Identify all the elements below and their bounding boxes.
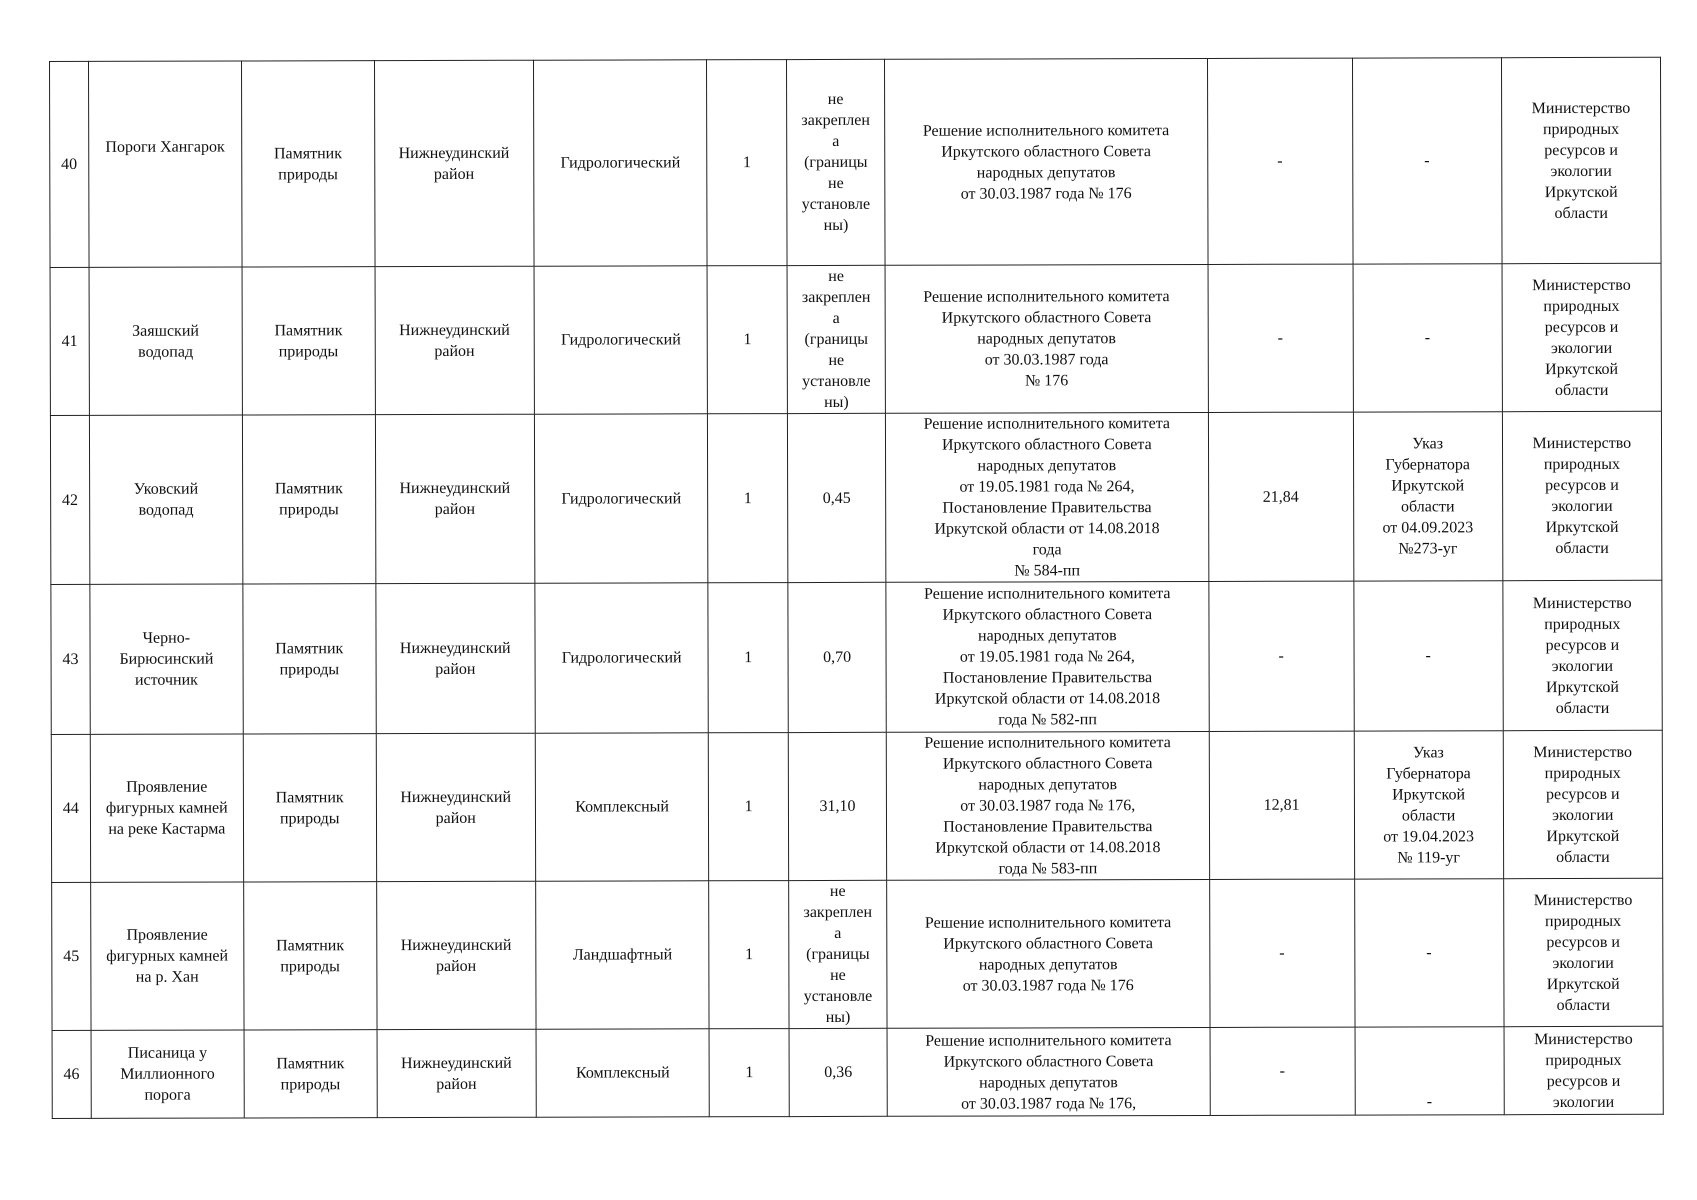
- site-category: Памятник природы: [244, 1030, 377, 1118]
- site-significance: 1: [707, 266, 787, 414]
- row-number: 45: [52, 882, 91, 1030]
- zone-reference: -: [1355, 1027, 1504, 1115]
- responsible-organization: Министерство природных ресурсов и экологии: [1504, 1026, 1664, 1114]
- responsible-organization: Министерство природных ресурсов и экологии Иркутской области: [1502, 411, 1662, 580]
- table-row: [50, 263, 1661, 415]
- site-name: Писаница у Миллионного порога: [91, 1030, 244, 1118]
- legal-document: Решение исполнительного комитета Иркутского областного Совета народных депутатов от 30.03.1987 года № 176: [887, 879, 1210, 1028]
- site-name: Черно- Бирюсинский источник: [90, 584, 244, 734]
- site-category: Памятник природы: [242, 415, 375, 584]
- site-area: не закреплен а (границы не установле ны): [789, 880, 887, 1028]
- protected-areas-table: [49, 57, 1664, 1119]
- protected-zone-area: -: [1208, 581, 1353, 731]
- responsible-organization: Министерство природных ресурсов и экологии Иркутской области: [1501, 57, 1661, 263]
- site-name: Заяшский водопад: [89, 267, 243, 415]
- site-area: не закреплен а (границы не установле ны): [787, 265, 885, 413]
- site-category: Памятник природы: [244, 882, 377, 1030]
- zone-reference: -: [1354, 879, 1503, 1027]
- responsible-organization: Министерство природных ресурсов и экологии Иркутской области: [1503, 580, 1663, 730]
- table-row: [51, 580, 1662, 734]
- site-district: Нижнеудинский район: [374, 60, 534, 266]
- site-district: Нижнеудинский район: [375, 583, 535, 733]
- site-name: Проявление фигурных камней на реке Кастарма: [90, 734, 244, 882]
- row-number: 41: [50, 267, 89, 415]
- site-district: Нижнеудинский район: [376, 881, 536, 1029]
- site-name: Пороги Хангарок: [88, 61, 242, 267]
- row-number: 42: [50, 415, 89, 584]
- protected-zone-area: 12,81: [1209, 731, 1354, 879]
- site-name: Проявление фигурных камней на р. Хан: [90, 882, 244, 1030]
- site-profile: Гидрологический: [533, 60, 707, 266]
- zone-reference: -: [1353, 264, 1502, 412]
- legal-document: Решение исполнительного комитета Иркутского областного Совета народных депутатов от 30.03.1987 года № 176, Постановление Правительства Иркутской области от 14.08.2018 года № 583-пп: [886, 731, 1209, 880]
- legal-document: Решение исполнительного комитета Иркутского областного Совета народных депутатов от 30.03.1987 года № 176: [885, 264, 1208, 413]
- site-significance: 1: [707, 60, 787, 266]
- site-significance: 1: [709, 881, 789, 1029]
- zone-reference: -: [1353, 581, 1502, 731]
- protected-zone-area: -: [1208, 264, 1353, 412]
- zone-reference: Указ Губернатора Иркутской области от 04.09.2023 №273-уг: [1353, 412, 1502, 581]
- site-district: Нижнеудинский район: [375, 414, 535, 583]
- site-profile: Комплексный: [536, 1029, 710, 1117]
- zone-reference: -: [1352, 58, 1502, 264]
- site-district: Нижнеудинский район: [376, 733, 536, 881]
- site-area: не закреплен а (границы не установле ны): [787, 59, 886, 265]
- row-number: 46: [52, 1030, 91, 1118]
- site-profile: Гидрологический: [534, 266, 708, 414]
- site-district: Нижнеудинский район: [377, 1029, 536, 1117]
- table-row: [52, 1026, 1663, 1118]
- site-profile: Комплексный: [535, 733, 709, 881]
- row-number: 44: [51, 734, 90, 882]
- site-area: 31,10: [788, 732, 886, 880]
- site-category: Памятник природы: [241, 61, 374, 267]
- site-name: Уковский водопад: [89, 415, 243, 584]
- table-row: [50, 411, 1661, 584]
- legal-document: Решение исполнительного комитета Иркутского областного Совета народных депутатов от 19.05.1981 года № 264, Постановление Правительства Иркутской области от 14.08.2018 года № 582-пп: [886, 581, 1209, 732]
- site-area: 0,45: [787, 413, 885, 582]
- table-row: [51, 730, 1662, 882]
- table-row: [52, 878, 1663, 1030]
- site-significance: 1: [709, 733, 789, 881]
- protected-zone-area: -: [1209, 879, 1354, 1027]
- site-category: Памятник природы: [242, 267, 375, 415]
- row-number: 40: [50, 61, 89, 267]
- site-profile: Ландшафтный: [536, 881, 710, 1029]
- responsible-organization: Министерство природных ресурсов и экологии Иркутской области: [1503, 730, 1663, 878]
- site-profile: Гидрологический: [535, 583, 709, 733]
- protected-zone-area: 21,84: [1208, 412, 1353, 581]
- zone-reference: Указ Губернатора Иркутской области от 19.04.2023 № 119-уг: [1354, 731, 1503, 879]
- site-profile: Гидрологический: [534, 414, 708, 583]
- site-category: Памятник природы: [243, 584, 376, 734]
- site-category: Памятник природы: [243, 734, 376, 882]
- protected-zone-area: -: [1207, 58, 1353, 264]
- site-area: 0,36: [789, 1028, 887, 1116]
- site-significance: 1: [709, 1029, 789, 1117]
- responsible-organization: Министерство природных ресурсов и экологии Иркутской области: [1503, 878, 1663, 1026]
- legal-document: Решение исполнительного комитета Иркутского областного Совета народных депутатов от 30.03.1987 года № 176: [885, 58, 1208, 265]
- legal-document: Решение исполнительного комитета Иркутского областного Совета народных депутатов от 19.05.1981 года № 264, Постановление Правительства Иркутской области от 14.08.2018 года № 584-пп: [885, 412, 1208, 582]
- site-district: Нижнеудинский район: [375, 266, 535, 414]
- table-row: [50, 57, 1662, 267]
- row-number: 43: [51, 584, 90, 734]
- site-area: 0,70: [788, 582, 886, 732]
- site-significance: 1: [708, 583, 788, 733]
- site-significance: 1: [708, 414, 788, 583]
- responsible-organization: Министерство природных ресурсов и экологии Иркутской области: [1502, 263, 1662, 411]
- protected-zone-area: -: [1210, 1027, 1355, 1115]
- legal-document: Решение исполнительного комитета Иркутского областного Совета народных депутатов от 30.03.1987 года № 176,: [887, 1027, 1210, 1116]
